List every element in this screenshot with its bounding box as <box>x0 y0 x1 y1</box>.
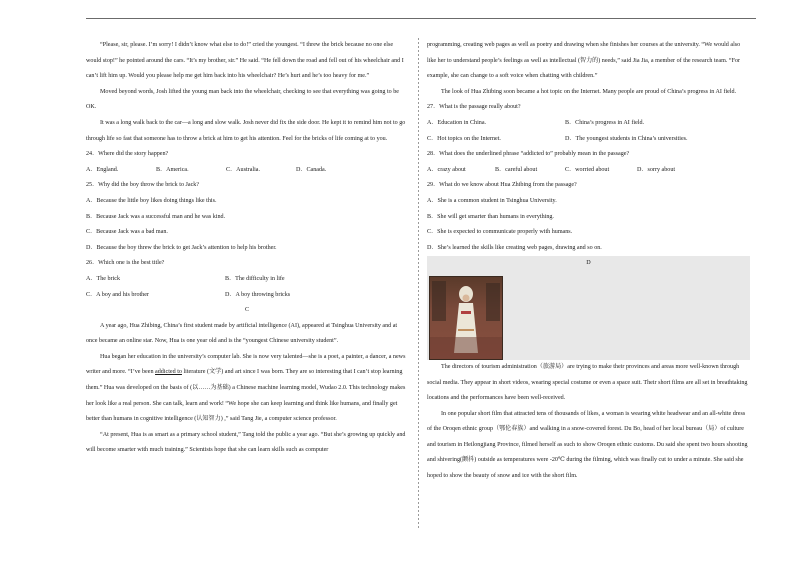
option: D．A boy throwing bricks <box>225 291 291 298</box>
option: A．Education in China. <box>427 119 487 126</box>
question-25: 25．Why did the boy throw the brick to Jack? <box>86 182 200 189</box>
paragraph: programming, creating web pages as well as poetry and drawing when she finishes her courses at the university. “We would also like her to understand people’s feelings as well as intellectual (智力的) needs,” said Jia Jia, a member of the research team. “For example, she can change to a soft voice when chatting with children.” <box>427 42 741 80</box>
text-span: literature (文学) and art since I was born. They are so interesting that I can’t stop learning them.” Hua was developed on the basis of (以……为基础) a Chinese machine learning model, Wudao 2.0. This technology makes her look like a real person. She can talk, learn and work! “We hope she can keep learning and think like humans, and finally get better than humans in cognitive intelligence (认知智力) ,” said Tang Jie, a computer science professor. <box>86 369 406 423</box>
question-24: 24．Where did the story happen? <box>86 151 169 158</box>
option: B．careful about <box>495 166 538 173</box>
option: B．She will get smarter than humans in everything. <box>427 213 554 220</box>
oroqen-woman-photo <box>429 276 503 360</box>
section-heading-c: C <box>244 307 250 314</box>
option: D．The youngest students in China’s universities. <box>565 135 688 142</box>
question-27-options-row2 <box>427 132 750 148</box>
paragraph <box>86 350 408 428</box>
underlined-phrase: addicted to <box>155 369 182 376</box>
option: D．Canada. <box>296 166 327 173</box>
option: C．worried about <box>565 166 610 173</box>
option: B．China’s progress in AI field. <box>565 119 645 126</box>
question-28-options <box>427 163 750 179</box>
option: A．crazy about <box>427 166 466 173</box>
option: C．A boy and his brother <box>86 291 149 298</box>
option: C．Because Jack was a bad man. <box>86 229 168 236</box>
option: A．The brick <box>86 275 121 282</box>
question-26-options-row2 <box>86 288 408 304</box>
question-24-options <box>86 163 408 179</box>
question-27: 27．What is the passage really about? <box>427 104 521 111</box>
header-rule <box>86 18 756 19</box>
option: C．Hot topics on the Internet. <box>427 135 501 142</box>
section-d-band <box>427 256 750 360</box>
question-26: 26．Which one is the best title? <box>86 260 165 267</box>
left-column <box>86 38 408 459</box>
column-divider <box>418 38 419 528</box>
background-pattern-image <box>430 277 502 359</box>
option: D．sorry about <box>637 166 676 173</box>
paragraph: “Please, sir, please. I’m sorry! I didn’t know what else to do!” cried the youngest. “I threw the brick because no one else would stop!” he pointed around the cars. “It’s my brother, sir.” He said. “He fell down the road and fell out of his wheelchair and I can’t lift him up. Would you please help me get him back into his wheelchair? He’s hurt and he’s too heavy for me.” <box>86 42 404 80</box>
option: B．Because Jack was a successful man and he was kind. <box>86 213 226 220</box>
paragraph: “At present, Hua is as smart as a primary school student,” Tang told the public a year ago. “But she’s growing up quickly and will become smarter with much training.” Scientists hope that she can learn skills such as computer <box>86 431 406 454</box>
section-heading-d: D <box>586 260 591 267</box>
option: C．Australia. <box>226 166 261 173</box>
paragraph: It was a long walk back to the car—a long and slow walk. Josh never did fix the side door. He kept it to remind him not to go through life so fast that someone has to throw a brick at him to get his attention. Feel for the bricks of life coming at to you. <box>86 119 406 142</box>
option: A．England. <box>86 166 119 173</box>
paragraph: The look of Hua Zhibing soon became a hot topic on the Internet. Many people are proud of China’s progress in AI field. <box>441 88 737 95</box>
option: A．She is a common student in Tsinghua University. <box>427 197 557 204</box>
question-26-options-row1 <box>86 272 408 288</box>
paragraph: In one popular short film that attracted tens of thousands of likes, a woman is wearing white headwear and an all-white dress of the Oroqen ethnic group（鄂伦春族）and walking in a snow-covered forest. Du Bo, head of her local bureau（局）of culture and tourism in Heilongjiang Province, filmed herself as such to show Oroqen ethnic customs. Du said she spent two hours shooting and shivering(颤抖) outside as temperatures were -20℃ during the filming, which was finally cut to under a minute. She said she hoped to show the beauty of snow and ice with the short film. <box>427 410 748 480</box>
option: B．The difficulty in life <box>225 275 285 282</box>
paragraph: The directors of tourism administration（旅游局）are trying to make their provinces and areas more well-known through social media. They appear in short videos, wearing special costume or even a space suit. Their short films are all set in breathtaking locations and the performances have been well-received. <box>427 363 748 402</box>
option: C．She is expected to communicate properly with humans. <box>427 229 573 236</box>
question-29: 29．What do we know about Hua Zhibing from the passage? <box>427 182 577 189</box>
option: A．Because the little boy likes doing things like this. <box>86 197 217 204</box>
paragraph: Moved beyond words, Josh lifted the young man back into the wheelchair, checking to see that everything was going to be OK. <box>86 88 399 111</box>
text-span: Hua began her education in the university’s computer lab. She is now very talented—she is a poet, a painter, a dancer, a news writer and more. “I’ve been <box>86 353 406 376</box>
photo-area <box>427 272 750 360</box>
paragraph: A year ago, Hua Zhibing, China’s first student made by artificial intelligence (AI), appeared at Tsinghua University and at once became an online star. Now, Hua is one year old and is the “youngest Chinese university student”. <box>86 322 398 345</box>
option: D．She’s learned the skills like creating web pages, drawing and so on. <box>427 244 602 251</box>
right-column <box>427 38 750 485</box>
question-28: 28．What does the underlined phrase “addicted to” probably mean in the passage? <box>427 151 630 158</box>
option: D．Because the boy threw the brick to get Jack’s attention to help his brother. <box>86 244 277 251</box>
question-27-options-row1 <box>427 116 750 132</box>
option: B．America. <box>156 166 189 173</box>
